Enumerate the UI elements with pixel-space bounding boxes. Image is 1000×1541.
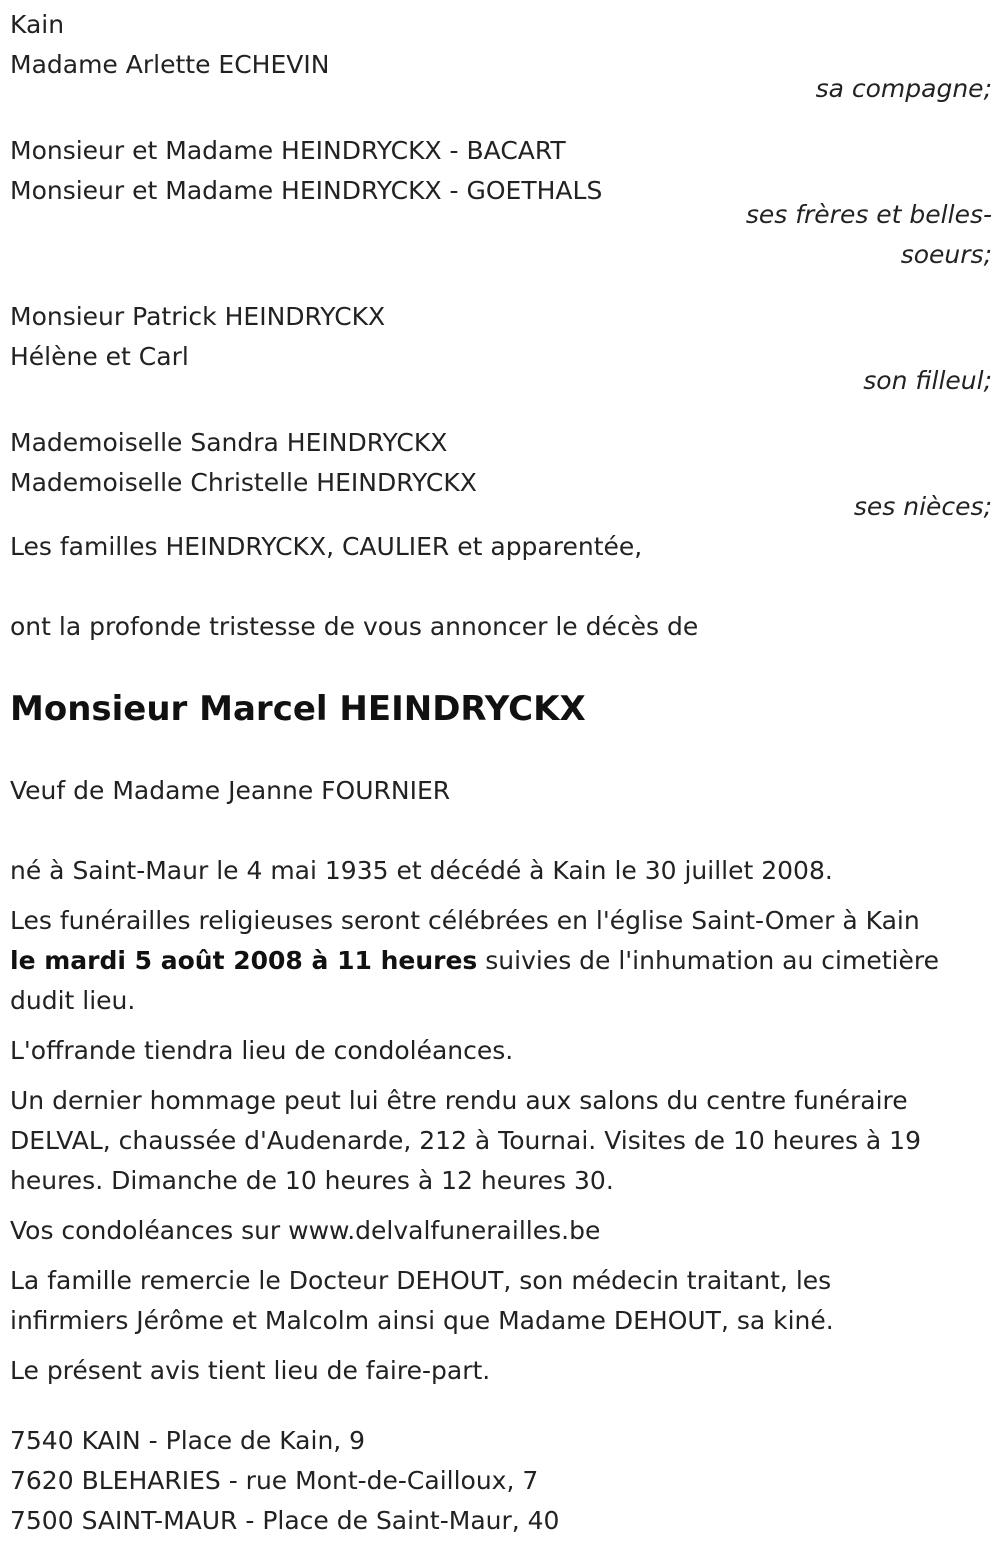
condolences-line: Vos condoléances sur www.delvalfunerailles.be bbox=[10, 1216, 601, 1245]
family-name-line: Mademoiselle Sandra HEINDRYCKX bbox=[10, 428, 448, 457]
family-group-nieces bbox=[10, 423, 992, 527]
obituary-notice bbox=[10, 5, 992, 1541]
widower-line: Veuf de Madame Jeanne FOURNIER bbox=[10, 776, 451, 805]
families-line: Les familles HEINDRYCKX, CAULIER et apparentée, bbox=[10, 532, 643, 561]
family-role: ses nièces; bbox=[853, 492, 992, 521]
family-role: soeurs; bbox=[900, 240, 992, 269]
address-list bbox=[10, 1421, 992, 1541]
funeral-paragraph bbox=[10, 901, 992, 1021]
family-name-line: Madame Arlette ECHEVIN bbox=[10, 50, 330, 79]
family-role: son filleul; bbox=[863, 366, 992, 395]
tribute-line: heures. Dimanche de 10 heures à 12 heures 30. bbox=[10, 1166, 614, 1195]
notice-line: Le présent avis tient lieu de faire-part. bbox=[10, 1356, 491, 1385]
family-role: sa compagne; bbox=[815, 74, 992, 103]
offering-line: L'offrande tiendra lieu de condoléances. bbox=[10, 1036, 514, 1065]
tribute-line: DELVAL, chaussée d'Audenarde, 212 à Tournai. Visites de 10 heures à 19 bbox=[10, 1126, 921, 1155]
funeral-date: le mardi 5 août 2008 à 11 heures bbox=[10, 946, 478, 975]
announcement-text: ont la profonde tristesse de vous annoncer le décès de bbox=[10, 612, 699, 641]
family-name-line: Monsieur et Madame HEINDRYCKX - BACART bbox=[10, 136, 566, 165]
thanks-paragraph bbox=[10, 1261, 992, 1341]
tribute-paragraph bbox=[10, 1081, 992, 1201]
tribute-line: Un dernier hommage peut lui être rendu aux salons du centre funéraire bbox=[10, 1086, 908, 1115]
address-line: 7620 BLEHARIES - rue Mont-de-Cailloux, 7 bbox=[10, 1466, 539, 1495]
family-name-line: Kain bbox=[10, 10, 65, 39]
funeral-line: dudit lieu. bbox=[10, 986, 136, 1015]
family-name-line: Mademoiselle Christelle HEINDRYCKX bbox=[10, 468, 477, 497]
funeral-line bbox=[10, 941, 992, 981]
family-role: ses frères et belles- bbox=[745, 200, 992, 229]
deceased-name: Monsieur Marcel HEINDRYCKX bbox=[10, 689, 586, 729]
funeral-burial: suivies de l'inhumation au cimetière bbox=[477, 946, 939, 975]
address-line: 7540 KAIN - Place de Kain, 9 bbox=[10, 1426, 366, 1455]
family-group-godson bbox=[10, 297, 992, 401]
family-name-line: Hélène et Carl bbox=[10, 342, 189, 371]
thanks-line: La famille remercie le Docteur DEHOUT, son médecin traitant, les bbox=[10, 1266, 832, 1295]
family-name-line: Monsieur Patrick HEINDRYCKX bbox=[10, 302, 386, 331]
funeral-line: Les funérailles religieuses seront célébrées en l'église Saint-Omer à Kain bbox=[10, 906, 920, 935]
birth-death-line: né à Saint-Maur le 4 mai 1935 et décédé à Kain le 30 juillet 2008. bbox=[10, 856, 833, 885]
address-line: 7500 SAINT-MAUR - Place de Saint-Maur, 40 bbox=[10, 1506, 560, 1535]
thanks-line: infirmiers Jérôme et Malcolm ainsi que Madame DEHOUT, sa kiné. bbox=[10, 1306, 834, 1335]
family-group-companion bbox=[10, 5, 992, 109]
family-name-line: Monsieur et Madame HEINDRYCKX - GOETHALS bbox=[10, 176, 603, 205]
family-group-siblings bbox=[10, 131, 992, 275]
